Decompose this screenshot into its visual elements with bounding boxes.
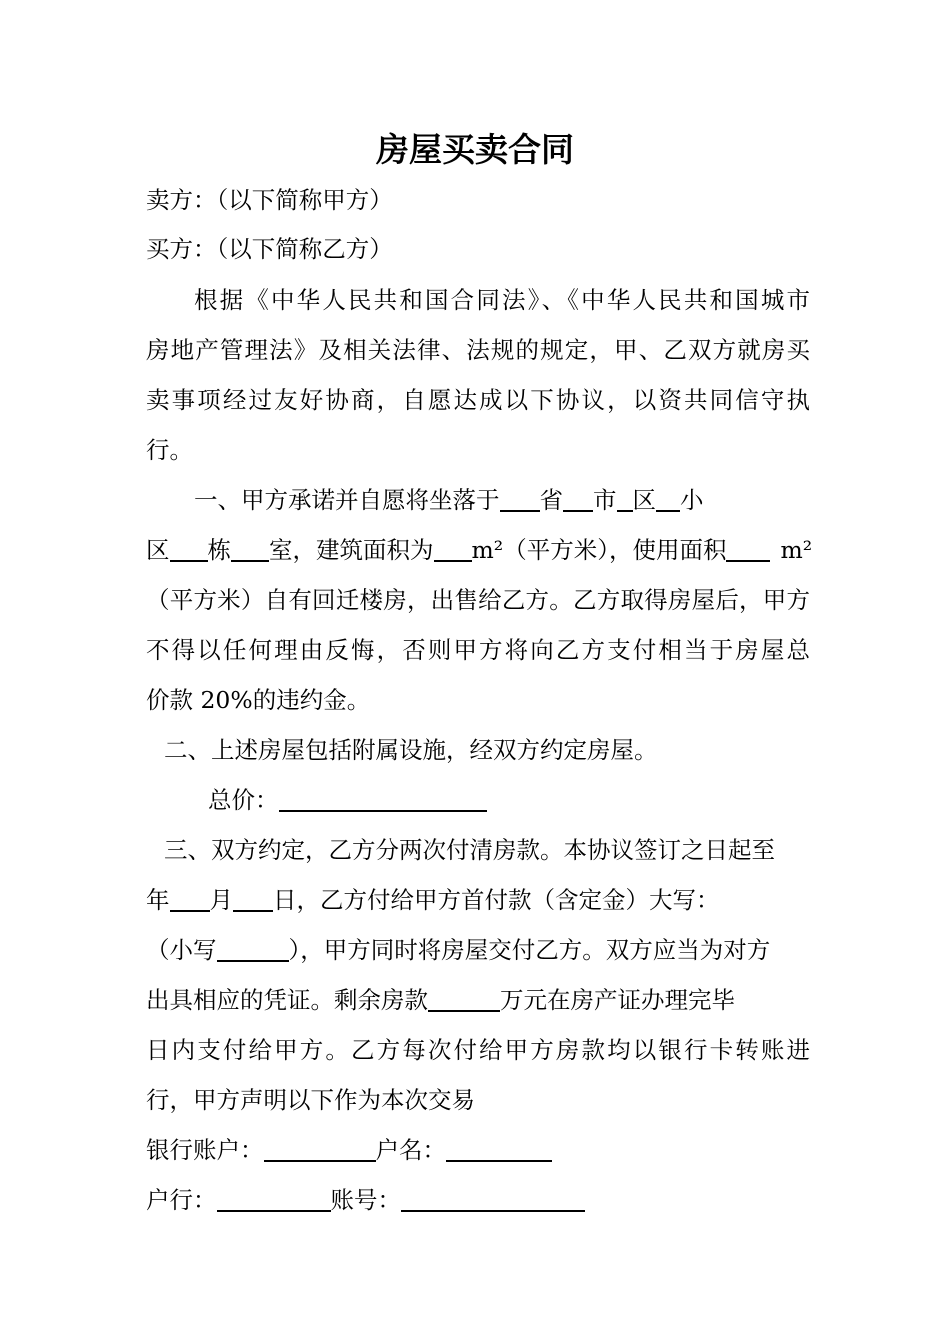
clause3-line-2 — [146, 883, 810, 917]
preamble-line-2: 房地产管理法》及相关法律、法规的规定，甲、乙双方就房买 — [146, 336, 810, 364]
room-label: 室，建筑面积为 — [269, 536, 434, 564]
bank-branch-line — [146, 1183, 810, 1217]
clause1-line-1 — [146, 483, 858, 517]
day-blank[interactable] — [233, 888, 273, 912]
month-label: 月 — [209, 886, 233, 914]
account-name-blank[interactable] — [446, 1138, 552, 1162]
bank-branch-label: 户行： — [146, 1186, 217, 1214]
clause1-text: 一、甲方承诺并自愿将坐落于 — [194, 486, 500, 514]
usable-area-unit: m² — [780, 536, 813, 564]
usable-area-blank[interactable] — [726, 538, 770, 562]
year-label: 年 — [146, 886, 170, 914]
building-area-unit: m²（平方米），使用面积 — [471, 536, 727, 564]
province-label: 省 — [539, 486, 563, 514]
clause1-line-3: （平方米）自有回迁楼房，出售给乙方。乙方取得房屋后，甲方 — [146, 586, 810, 614]
certificate-text: 万元在房产证办理完毕 — [500, 986, 735, 1014]
city-blank[interactable] — [563, 488, 593, 512]
account-number-label: 账号： — [330, 1186, 401, 1214]
page-title: 房屋买卖合同 — [376, 130, 574, 169]
clause1-line-4: 不得以任何理由反悔，否则甲方将向乙方支付相当于房屋总 — [146, 636, 810, 664]
preamble-line-1: 根据《中华人民共和国合同法》、《中华人民共和国城市 — [194, 286, 810, 314]
clause2-line-1: 二、上述房屋包括附属设施，经双方约定房屋。 — [164, 736, 658, 764]
remaining-text: 出具相应的凭证。剩余房款 — [146, 986, 428, 1014]
clause3-line-5: 日内支付给甲方。乙方每次付给甲方房款均以银行卡转账进 — [146, 1036, 810, 1064]
community-blank[interactable] — [656, 488, 680, 512]
clause3-line-3 — [146, 933, 810, 967]
delivery-text: ），甲方同时将房屋交付乙方。双方应当为对方 — [288, 936, 771, 964]
clause3-line-1: 三、双方约定，乙方分两次付清房款。本协议签订之日起至 — [164, 836, 775, 864]
account-number-blank[interactable] — [401, 1188, 585, 1212]
bank-account-blank[interactable] — [264, 1138, 376, 1162]
district-label: 区 — [632, 486, 656, 514]
total-price-label: 总价： — [208, 786, 279, 814]
province-blank[interactable] — [500, 488, 540, 512]
building-area-blank[interactable] — [434, 538, 472, 562]
clause3-line-4 — [146, 983, 810, 1017]
preamble-line-3: 卖事项经过友好协商，自愿达成以下协议，以资共同信守执 — [146, 386, 810, 414]
clause1-line-2 — [146, 533, 813, 567]
building-blank[interactable] — [170, 538, 208, 562]
downpayment-text: 日，乙方付给甲方首付款（含定金）大写： — [273, 886, 720, 914]
seller-line: 卖方：（以下简称甲方） — [146, 186, 393, 214]
bank-account-label: 银行账户： — [146, 1136, 264, 1164]
district-blank[interactable] — [617, 488, 633, 512]
building-label: 栋 — [207, 536, 231, 564]
small-amount-blank[interactable] — [217, 938, 289, 962]
community-label-end: 区 — [146, 536, 170, 564]
total-price-line — [208, 783, 872, 817]
bank-branch-blank[interactable] — [217, 1188, 331, 1212]
month-blank[interactable] — [170, 888, 210, 912]
total-price-blank[interactable] — [279, 788, 487, 812]
remaining-amount-blank[interactable] — [428, 988, 500, 1012]
clause1-line-5: 价款 20%的违约金。 — [146, 686, 371, 714]
bank-account-line — [146, 1133, 810, 1167]
small-amount-label: （小写 — [146, 936, 217, 964]
buyer-line: 买方：（以下简称乙方） — [146, 235, 393, 263]
clause3-line-6: 行，甲方声明以下作为本次交易 — [146, 1086, 475, 1114]
preamble-line-4: 行。 — [146, 436, 193, 464]
room-blank[interactable] — [231, 538, 269, 562]
account-name-label: 户名： — [375, 1136, 446, 1164]
city-label: 市 — [593, 486, 617, 514]
community-label: 小 — [680, 486, 704, 514]
